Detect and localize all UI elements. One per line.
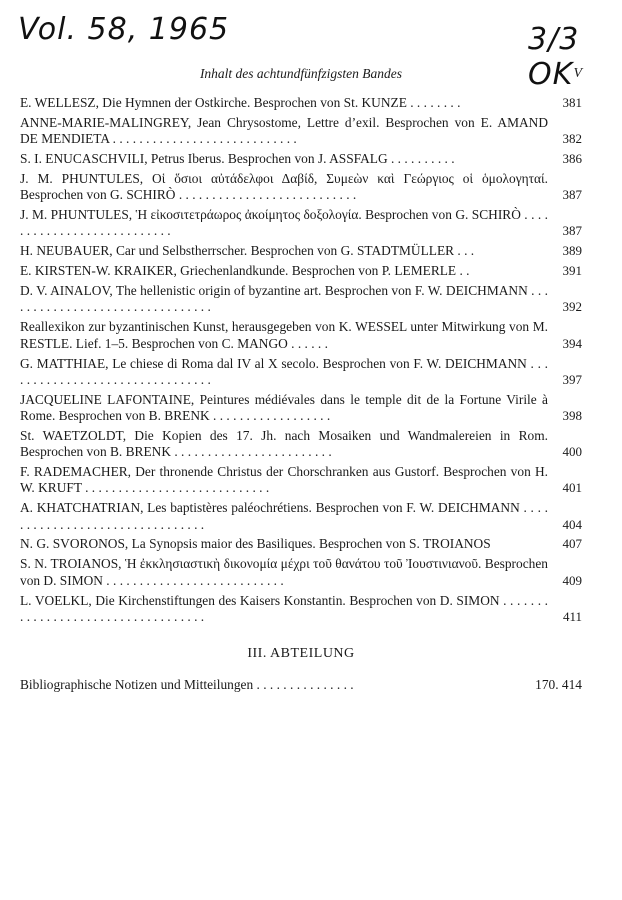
toc-entry — [20, 171, 582, 204]
toc-entry — [20, 263, 582, 279]
toc-entry — [20, 115, 582, 148]
toc-entry — [20, 464, 582, 497]
page-number: V — [573, 66, 582, 81]
toc-entry — [20, 392, 582, 425]
toc-entry — [20, 207, 582, 240]
toc-entry-text: JACQUELINE LAFONTAINE, Peintures médiévales dans le temple dit de la Fortune Virile à Rome. Besprochen von B. BRENK . . . . . . . . . . . . . . . . . . — [20, 391, 548, 423]
toc-entry-page: 389 — [562, 243, 582, 259]
toc-entry — [20, 283, 582, 316]
toc-entry — [20, 356, 582, 389]
toc-entry-text: ANNE-MARIE-MALINGREY, Jean Chrysostome, Lettre d’exil. Besprochen von E. AMAND DE MENDIETA . . . . . . . . . . . . . . . . . . . . . . . . . . . . — [20, 114, 548, 147]
toc-entry — [20, 243, 582, 259]
toc-entry-text: D. V. AINALOV, The hellenistic origin of byzantine art. Besprochen von F. W. DEICHMANN . . . . . . . . . . . . . . . . . . . . . . . . . . . . . . . . — [20, 283, 548, 315]
toc-entry-page: 386 — [562, 151, 582, 167]
toc-entry-page: 398 — [562, 407, 582, 423]
toc-entry — [20, 593, 582, 626]
toc-entry — [20, 319, 582, 352]
toc-entry-page: 381 — [562, 95, 582, 110]
toc-entry-page: 401 — [562, 480, 582, 496]
handwritten-shelf-note: 3/3 OK — [528, 22, 580, 92]
toc-entry — [20, 428, 582, 461]
toc-entry-page: 400 — [562, 444, 582, 460]
toc-entry-page: 411 — [562, 608, 582, 624]
bibliography-entry — [20, 677, 582, 693]
toc-entry-text: A. KHATCHATRIAN, Les baptistères paléochrétiens. Besprochen von F. W. DEICHMANN . . . . . . . . . . . . . . . . . . . . . . . . . . . . . . . . — [20, 500, 548, 532]
toc-entry-text: S. N. TROIANOS, Ἡ ἐκκλησιαστικὴ δικονομία μέχρι τοῦ θανάτου τοῦ Ἰουστινιανοῦ. Besprochen von D. SIMON . . . . . . . . . . . . . . . . . . . . . . . . . . . — [20, 556, 548, 588]
toc-entry-text: N. G. SVORONOS, La Synopsis maior des Basiliques. Besprochen von S. TROIANOS — [20, 536, 491, 552]
running-title: Inhalt des achtundfünfzigsten Bandes — [199, 66, 403, 81]
toc-entry-page: 392 — [562, 299, 582, 315]
toc-entry-page: 404 — [562, 516, 582, 532]
toc-entry-page: 387 — [562, 187, 582, 203]
toc-entry-text: L. VOELKL, Die Kirchenstiftungen des Kaisers Konstantin. Besprochen von D. SIMON . . . . . . . . . . . . . . . . . . . . . . . . . . . . . . . . . . . — [20, 592, 548, 624]
toc-entry-page: 394 — [562, 335, 582, 351]
toc-entry — [20, 556, 582, 589]
toc-entry-page: 382 — [562, 131, 582, 147]
toc-entry-text: J. M. PHUNTULES, Ἡ εἰκοσιτετράωρος ἀκοίμητος δοξολογία. Besprochen von G. SCHIRÒ . . . . . . . . . . . . . . . . . . . . . . . . . . . — [20, 207, 548, 239]
toc-entry-text: J. M. PHUNTULES, Οἱ ὅσιοι αὐτάδελφοι Δαβίδ, Συμεὼν καὶ Γεώργιος οἱ ὁμολογηταί. Besprochen von G. SCHIRÒ . . . . . . . . . . . . . . . . . . . . . . . . . . . — [20, 170, 548, 203]
table-of-contents — [20, 95, 582, 629]
bibliography-text: Bibliographische Notizen und Mitteilungen . . . . . . . . . . . . . . . — [20, 677, 354, 692]
bibliography-page: 170. 414 — [535, 677, 582, 692]
toc-entry-text: St. WAETZOLDT, Die Kopien des 17. Jh. nach Mosaiken und Wandmalereien in Rom. Besprochen von B. BRENK . . . . . . . . . . . . . . . . . . . . . . . . — [20, 427, 548, 460]
toc-entry-page: 391 — [562, 263, 582, 279]
toc-entry-text: Reallexikon zur byzantinischen Kunst, herausgegeben von K. WESSEL unter Mitwirkung von M. RESTLE. Lief. 1–5. Besprochen von C. MANGO . . . . . . — [20, 319, 548, 351]
toc-entry — [20, 536, 582, 552]
toc-entry-page: 407 — [562, 536, 582, 552]
toc-entry-text: S. I. ENUCASCHVILI, Petrus Iberus. Besprochen von J. ASSFALG . . . . . . . . . . — [20, 151, 455, 167]
toc-entry-text: H. NEUBAUER, Car und Selbstherrscher. Besprochen von G. STADTMÜLLER . . . — [20, 243, 475, 259]
toc-entry-page: 409 — [562, 572, 582, 588]
toc-entry — [20, 151, 582, 167]
section-heading: III. ABTEILUNG — [247, 646, 355, 661]
toc-entry-text: E. KIRSTEN-W. KRAIKER, Griechenlandkunde. Besprochen von P. LEMERLE . . — [20, 263, 470, 279]
running-head — [20, 66, 582, 84]
toc-entry-text: F. RADEMACHER, Der thronende Christus der Chorschranken aus Gustorf. Besprochen von H. W. KRUFT . . . . . . . . . . . . . . . . . . . . . . . . . . . . — [20, 464, 548, 496]
toc-entry — [20, 500, 582, 533]
toc-entry-page: 397 — [562, 371, 582, 387]
toc-entry — [20, 95, 582, 111]
toc-entry-text: E. WELLESZ, Die Hymnen der Ostkirche. Besprochen von St. KUNZE . . . . . . . . — [20, 95, 461, 110]
toc-entry-text: G. MATTHIAE, Le chiese di Roma dal IV al X secolo. Besprochen von F. W. DEICHMANN . . . . . . . . . . . . . . . . . . . . . . . . . . . . . . . . — [20, 355, 548, 387]
handwritten-volume-note: Vol. 58, 1965 — [18, 12, 230, 47]
toc-entry-page: 387 — [562, 223, 582, 239]
